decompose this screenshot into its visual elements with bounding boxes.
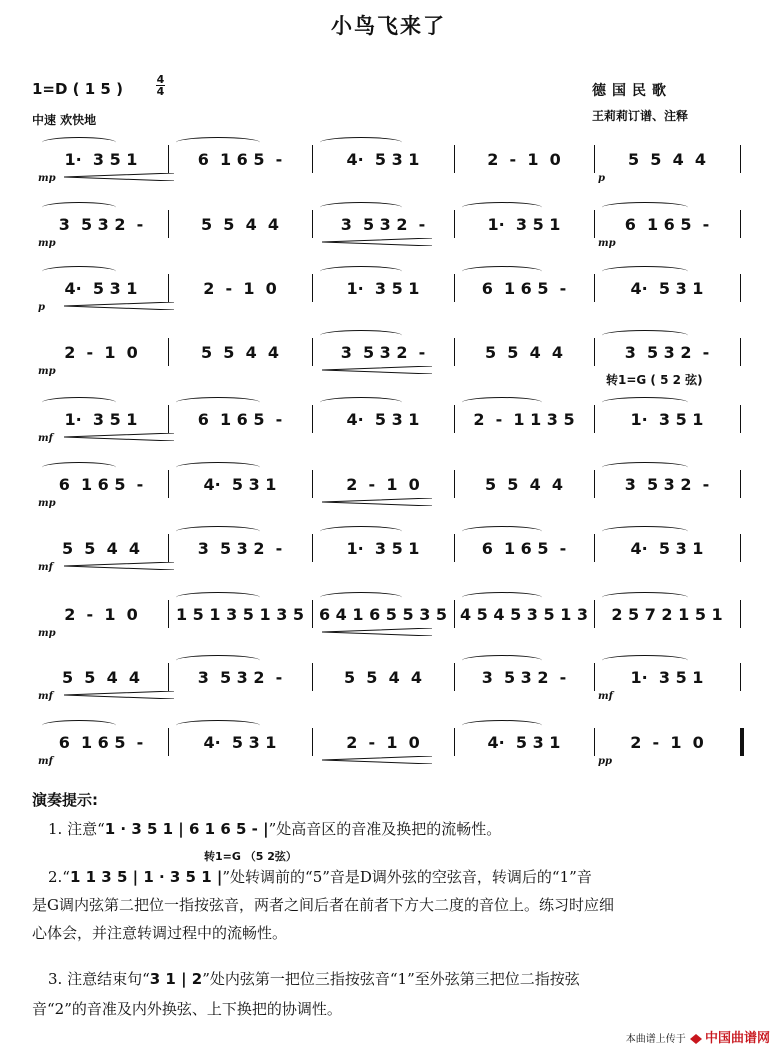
measure-notes: 1· 3 5 1	[630, 667, 704, 687]
barline	[594, 210, 595, 238]
measure	[316, 730, 450, 754]
measure-notes: 5 5 4 4	[62, 538, 140, 558]
measure-notes: 4· 5 3 1	[630, 278, 704, 298]
measure	[38, 730, 164, 754]
measure	[172, 340, 308, 364]
hairpin-crescendo	[64, 562, 174, 570]
slur-mark	[602, 330, 688, 341]
barline	[454, 405, 455, 433]
measure	[458, 147, 590, 171]
slur-mark	[176, 526, 260, 537]
tip-2	[48, 862, 748, 892]
measure-notes: 5 5 4 4	[485, 342, 563, 362]
measure	[38, 536, 164, 560]
slur-mark	[602, 462, 688, 473]
dynamic-marking: mf	[38, 756, 53, 767]
measure	[316, 472, 450, 496]
slur-mark	[176, 592, 260, 603]
page-title: 小鸟飞来了	[331, 14, 446, 38]
slur-mark	[462, 202, 542, 213]
dynamic-marking: mp	[598, 238, 616, 249]
barline	[594, 405, 595, 433]
time-signature-top: 4	[156, 73, 165, 86]
measure	[598, 665, 736, 689]
measure-notes: 4· 5 3 1	[630, 538, 704, 558]
slur-mark	[320, 202, 402, 213]
barline	[168, 600, 169, 628]
tip-3-prefix: 3. 注意结束句“	[48, 970, 150, 988]
barline	[594, 663, 595, 691]
measure-notes: 6 4 1 6 5 5 3 5	[318, 604, 448, 624]
barline	[740, 600, 741, 628]
slur-mark	[602, 397, 688, 408]
measure	[316, 536, 450, 560]
measure	[458, 212, 590, 236]
barline	[740, 405, 741, 433]
slur-mark	[42, 462, 116, 473]
measure	[38, 147, 164, 171]
slur-mark	[462, 592, 542, 603]
measure	[38, 472, 164, 496]
tip-2-line-3: 心体会，并注意转调过程中的流畅性。	[32, 924, 288, 942]
measure	[598, 602, 736, 626]
slur-mark	[320, 397, 402, 408]
measure-notes: 4· 5 3 1	[203, 732, 277, 752]
measure	[598, 212, 736, 236]
measure	[38, 212, 164, 236]
measure-notes: 2 5 7 2 1 5 1	[611, 604, 723, 624]
score-row	[34, 716, 740, 767]
measure	[38, 276, 164, 300]
tempo-marking: 中速 欢快地	[32, 113, 97, 127]
barline	[312, 405, 313, 433]
dynamic-marking: pp	[598, 756, 612, 767]
measure	[172, 472, 308, 496]
barline	[740, 728, 744, 756]
barline	[454, 274, 455, 302]
hairpin-crescendo	[64, 302, 174, 310]
measure-notes: 5 5 4 4	[344, 667, 422, 687]
barline	[312, 145, 313, 173]
barline	[168, 663, 169, 691]
measure-notes: 6 1 6 5 -	[197, 149, 283, 169]
barline	[168, 405, 169, 433]
measure	[458, 602, 590, 626]
barline	[312, 274, 313, 302]
barline	[454, 338, 455, 366]
measure	[598, 730, 736, 754]
tip-2-suffix: ”处转调前的“5”音是D调外弦的空弦音，转调后的“1”音	[222, 868, 592, 886]
measure	[598, 472, 736, 496]
barline	[740, 145, 741, 173]
slur-mark	[42, 397, 116, 408]
measure-notes: 2 - 1 0	[630, 732, 704, 752]
slur-mark	[320, 137, 402, 148]
measure	[316, 602, 450, 626]
measure	[172, 407, 308, 431]
barline	[594, 534, 595, 562]
slur-mark	[42, 266, 116, 277]
dynamic-marking: p	[598, 173, 605, 184]
measure	[598, 407, 736, 431]
measure-notes: 6 1 6 5 -	[197, 409, 283, 429]
hairpin-crescendo	[64, 691, 174, 699]
measure-notes: 3 5 3 2 -	[340, 214, 426, 234]
barline	[454, 210, 455, 238]
slur-mark	[602, 202, 688, 213]
slur-mark	[176, 462, 260, 473]
barline	[168, 210, 169, 238]
barline	[594, 600, 595, 628]
hairpin-crescendo	[64, 433, 174, 441]
score-row	[34, 522, 740, 573]
measure-notes: 1· 3 5 1	[630, 409, 704, 429]
tip-3-notes: 3 1 | 2	[149, 970, 203, 988]
barline	[740, 470, 741, 498]
key-signature: 1=D ( 1 5 )	[32, 80, 123, 98]
slur-mark	[42, 137, 116, 148]
measure	[458, 536, 590, 560]
slur-mark	[602, 266, 688, 277]
barline	[454, 663, 455, 691]
measure	[172, 147, 308, 171]
measure	[38, 602, 164, 626]
measure-notes: 5 5 4 4	[628, 149, 706, 169]
measure-notes: 6 1 6 5 -	[58, 474, 144, 494]
time-signature	[156, 74, 165, 97]
barline	[312, 663, 313, 691]
measure	[458, 340, 590, 364]
dynamic-marking: mp	[38, 366, 56, 377]
measure-notes: 3 5 3 2 -	[58, 214, 144, 234]
measure-notes: 5 5 4 4	[201, 342, 279, 362]
dynamic-marking: mf	[38, 562, 53, 573]
measure	[316, 407, 450, 431]
barline	[454, 470, 455, 498]
barline	[594, 470, 595, 498]
score-row	[34, 651, 740, 702]
slur-mark	[320, 526, 402, 537]
measure	[172, 730, 308, 754]
slur-mark	[176, 655, 260, 666]
measure-notes: 4· 5 3 1	[64, 278, 138, 298]
barline	[454, 600, 455, 628]
score-row	[34, 393, 740, 444]
measure-notes: 4 5 4 5 3 5 1 3	[459, 604, 589, 624]
measure-notes: 2 - 1 0	[203, 278, 277, 298]
barline	[168, 534, 169, 562]
barline	[312, 210, 313, 238]
slur-mark	[42, 720, 116, 731]
footer-brand: 中国曲谱网	[704, 1031, 770, 1046]
measure-notes: 6 1 6 5 -	[481, 538, 567, 558]
measure	[172, 665, 308, 689]
hairpin-crescendo	[322, 756, 432, 764]
slur-mark	[320, 592, 402, 603]
measure-notes: 5 5 4 4	[62, 667, 140, 687]
measure-notes: 3 5 3 2 -	[624, 342, 710, 362]
site-logo-icon	[689, 1033, 703, 1045]
hairpin-crescendo	[322, 628, 432, 636]
measure-notes: 6 1 6 5 -	[58, 732, 144, 752]
slur-mark	[462, 655, 542, 666]
measure-notes: 5 5 4 4	[201, 214, 279, 234]
hairpin-crescendo	[322, 238, 432, 246]
measure	[316, 340, 450, 364]
measure-notes: 2 - 1 1 3 5	[473, 409, 575, 429]
barline	[312, 470, 313, 498]
barline	[594, 338, 595, 366]
slur-mark	[602, 655, 688, 666]
measure-notes: 4· 5 3 1	[487, 732, 561, 752]
tip-3	[48, 964, 748, 994]
slur-mark	[462, 720, 542, 731]
measure-notes: 5 5 4 4	[485, 474, 563, 494]
measure-notes: 2 - 1 0	[64, 604, 138, 624]
barline	[454, 728, 455, 756]
measure	[316, 212, 450, 236]
barline	[740, 663, 741, 691]
score-row	[34, 458, 740, 509]
measure	[172, 276, 308, 300]
measure	[598, 340, 736, 364]
measure-notes: 6 1 6 5 -	[481, 278, 567, 298]
barline	[168, 274, 169, 302]
slur-mark	[42, 202, 116, 213]
footer-text: 本曲谱上传于	[625, 1034, 686, 1045]
barline	[168, 145, 169, 173]
measure-notes: 1· 3 5 1	[487, 214, 561, 234]
measure	[458, 276, 590, 300]
slur-mark	[602, 526, 688, 537]
song-origin: 德国民歌	[592, 83, 672, 99]
measure-notes: 4· 5 3 1	[346, 149, 420, 169]
measure	[172, 536, 308, 560]
measure-notes: 2 - 1 0	[64, 342, 138, 362]
slur-mark	[176, 137, 260, 148]
barline	[168, 728, 169, 756]
score-row	[34, 262, 740, 313]
key-change-label: 转1=G ( 5 2 弦)	[606, 373, 703, 387]
measure	[38, 407, 164, 431]
slur-mark	[320, 266, 402, 277]
measure-notes: 4· 5 3 1	[346, 409, 420, 429]
tip-2-line-2: 是G调内弦第二把位一指按弦音，两者之间后者在前者下方大二度的音位上。练习时应细	[32, 896, 614, 914]
slur-mark	[602, 592, 688, 603]
tip-1	[48, 814, 748, 844]
measure	[172, 212, 308, 236]
measure-notes: 1 5 1 3 5 1 3 5	[175, 604, 305, 624]
measure-notes: 1· 3 5 1	[64, 409, 138, 429]
hairpin-crescendo	[322, 366, 432, 374]
tips-heading: 演奏提示:	[32, 791, 98, 809]
barline	[594, 274, 595, 302]
tip-1-notes: 1 · 3 5 1 | 6 1 6 5 - |	[104, 820, 269, 838]
measure	[458, 730, 590, 754]
measure	[172, 602, 308, 626]
measure	[458, 665, 590, 689]
dynamic-marking: mp	[38, 238, 56, 249]
slur-mark	[462, 266, 542, 277]
barline	[594, 145, 595, 173]
barline	[168, 470, 169, 498]
measure	[38, 665, 164, 689]
measure	[316, 147, 450, 171]
dynamic-marking: mp	[38, 173, 56, 184]
dynamic-marking: mf	[598, 691, 613, 702]
slur-mark	[176, 397, 260, 408]
tip-1-suffix: ”处高音区的音准及换把的流畅性。	[268, 820, 502, 838]
measure-notes: 1· 3 5 1	[346, 538, 420, 558]
measure	[458, 472, 590, 496]
measure	[316, 276, 450, 300]
measure-notes: 2 - 1 0	[346, 732, 420, 752]
time-signature-bottom: 4	[156, 85, 165, 98]
slur-mark	[176, 720, 260, 731]
arranger-credit: 王莉莉订谱、注释	[592, 109, 689, 123]
barline	[312, 728, 313, 756]
measure-notes: 3 5 3 2 -	[340, 342, 426, 362]
dynamic-marking: mp	[38, 498, 56, 509]
measure-notes: 2 - 1 0	[346, 474, 420, 494]
dynamic-marking: mf	[38, 433, 53, 444]
measure-notes: 3 5 3 2 -	[481, 667, 567, 687]
barline	[740, 210, 741, 238]
barline	[454, 534, 455, 562]
barline	[740, 274, 741, 302]
measure	[458, 407, 590, 431]
barline	[740, 338, 741, 366]
slur-mark	[462, 397, 542, 408]
slur-mark	[320, 330, 402, 341]
tip-1-prefix: 1. 注意“	[48, 820, 105, 838]
barline	[312, 600, 313, 628]
slur-mark	[462, 526, 542, 537]
tip-2-key-change: 转1=G （5 2弦）	[204, 850, 297, 863]
barline	[454, 145, 455, 173]
measure-notes: 2 - 1 0	[487, 149, 561, 169]
barline	[312, 534, 313, 562]
barline	[740, 534, 741, 562]
measure	[316, 665, 450, 689]
barline	[168, 338, 169, 366]
hairpin-crescendo	[322, 498, 432, 506]
tip-2-notes: 1 1 3 5 | 1 · 3 5 1 |	[69, 868, 223, 886]
measure	[598, 536, 736, 560]
measure-notes: 3 5 3 2 -	[624, 474, 710, 494]
measure	[38, 340, 164, 364]
tip-3-suffix: ”处内弦第一把位三指按弦音“1”至外弦第三把位二指按弦	[202, 970, 580, 988]
barline	[312, 338, 313, 366]
measure-notes: 6 1 6 5 -	[624, 214, 710, 234]
tip-3-line-2: 音“2”的音准及内外换弦、上下换把的协调性。	[32, 1000, 342, 1018]
measure-notes: 3 5 3 2 -	[197, 667, 283, 687]
measure-notes: 4· 5 3 1	[203, 474, 277, 494]
measure-notes: 3 5 3 2 -	[197, 538, 283, 558]
tip-2-prefix: 2.“	[48, 868, 70, 886]
hairpin-crescendo	[64, 173, 174, 181]
score-row	[34, 588, 740, 639]
measure-notes: 1· 3 5 1	[64, 149, 138, 169]
score-row	[34, 326, 740, 377]
measure	[598, 147, 736, 171]
score-row	[34, 133, 740, 184]
score-row	[34, 198, 740, 249]
footer	[580, 1027, 770, 1046]
dynamic-marking: p	[38, 302, 45, 313]
dynamic-marking: mp	[38, 628, 56, 639]
measure-notes: 1· 3 5 1	[346, 278, 420, 298]
measure	[598, 276, 736, 300]
dynamic-marking: mf	[38, 691, 53, 702]
barline	[594, 728, 595, 756]
